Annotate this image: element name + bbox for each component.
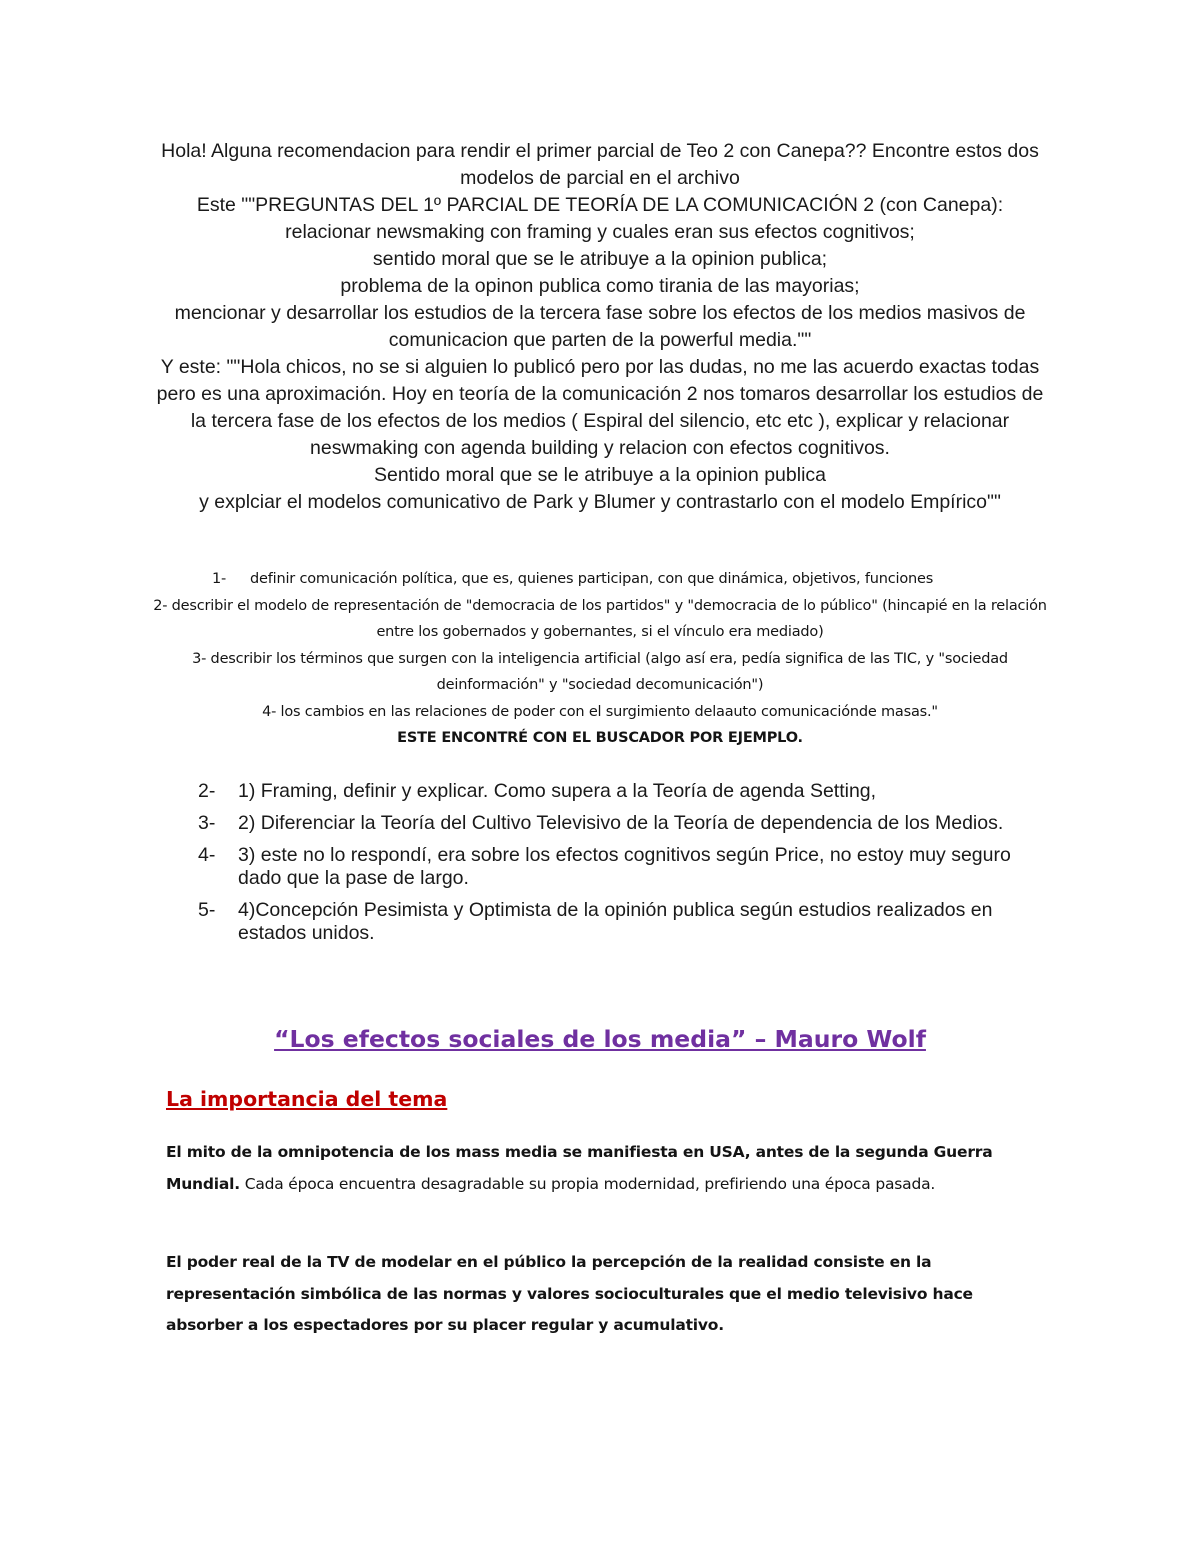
intro-line: Este ""PREGUNTAS DEL 1º PARCIAL DE TEORÍA DE LA COMUNICACIÓN 2 (con Canepa): bbox=[196, 194, 1004, 216]
inner-list-note: ESTE ENCONTRÉ CON EL BUSCADOR POR EJEMPLO. bbox=[397, 730, 803, 746]
list-text: 2) Diferenciar la Teoría del Cultivo Televisivo de la Teoría de dependencia de los Medios. bbox=[238, 812, 1004, 834]
paragraph-1-normal: Cada época encuentra desagradable su propia modernidad, prefiriendo una época pasada. bbox=[239, 1174, 936, 1193]
intro-line: problema de la opinon publica como tirania de las mayorias; bbox=[340, 275, 860, 297]
inner-list-item: 4- los cambios en las relaciones de poder con el surgimiento delaauto comunicaciónde masas." bbox=[262, 703, 938, 720]
inner-list-item: 3- describir los términos que surgen con la inteligencia artificial (algo así era, pedía significa de las TIC, y "sociedad deinformación" y "sociedad decomunicación") bbox=[192, 650, 1008, 693]
list-text: 3) este no lo respondí, era sobre los efectos cognitivos según Price, no estoy muy seguro dado que la pase de largo. bbox=[238, 844, 1011, 889]
list-text: 4)Concepción Pesimista y Optimista de la opinión publica según estudios realizados en estados unidos. bbox=[238, 899, 993, 944]
inner-list-text: definir comunicación política, que es, quienes participan, con que dinámica, objetivos, funciones bbox=[250, 571, 934, 587]
intro-block bbox=[150, 138, 1050, 516]
list-number: 4- bbox=[198, 844, 216, 866]
document-title: “Los efectos sociales de los media” – Mauro Wolf bbox=[274, 1025, 926, 1053]
paragraph-1-bold: El mito de la omnipotencia de los mass media se manifiesta en USA, antes de la segunda Guerra Mundial. bbox=[166, 1143, 993, 1193]
list-item bbox=[198, 780, 1018, 803]
list-number: 5- bbox=[198, 899, 216, 921]
numbered-question-list bbox=[198, 780, 1018, 954]
inner-question-list bbox=[150, 566, 1050, 752]
list-item bbox=[198, 844, 1018, 890]
list-number: 2- bbox=[198, 780, 216, 802]
intro-line: y explciar el modelos comunicativo de Park y Blumer y contrastarlo con el modelo Empírico"" bbox=[199, 491, 1001, 513]
intro-line: Hola! Alguna recomendacion para rendir el primer parcial de Teo 2 con Canepa?? Encontre estos dos modelos de parcial en el archivo bbox=[161, 140, 1039, 189]
list-item bbox=[198, 812, 1018, 835]
paragraph-2: El poder real de la TV de modelar en el público la percepción de la realidad consiste en la representación simbólica de las normas y valores socioculturales que el medio televisivo hace absorber a los espectadores por su placer regular y acumulativo. bbox=[166, 1253, 973, 1334]
intro-line: relacionar newsmaking con framing y cuales eran sus efectos cognitivos; bbox=[285, 221, 915, 243]
list-number: 3- bbox=[198, 812, 216, 834]
inner-list-number: 1- bbox=[212, 571, 227, 587]
intro-line: mencionar y desarrollar los estudios de la tercera fase sobre los efectos de los medios masivos de comunicacion que parten de la powerful media."" bbox=[174, 302, 1026, 351]
inner-list-item bbox=[150, 566, 1050, 593]
inner-list-item: 2- describir el modelo de representación de "democracia de los partidos" y "democracia de lo público" (hincapié en la relación entre los gobernados y gobernantes, si el vínculo era mediado) bbox=[153, 597, 1047, 640]
intro-line: sentido moral que se le atribuye a la opinion publica; bbox=[372, 248, 828, 270]
intro-line: Sentido moral que se le atribuye a la opinion publica bbox=[373, 464, 827, 486]
list-item bbox=[198, 899, 1018, 945]
intro-line: Y este: ""Hola chicos, no se si alguien lo publicó pero por las dudas, no me las acuerdo exactas todas pero es una aproximación. Hoy en teoría de la comunicación 2 nos tomaros desarrollar los estudios de la tercera fase de los efectos de los medios ( Espiral del silencio, etc etc ), explicar y relacionar neswmaking con agenda building y relacion con efectos cognitivos. bbox=[156, 356, 1044, 459]
list-text: 1) Framing, definir y explicar. Como supera a la Teoría de agenda Setting, bbox=[238, 780, 877, 802]
paragraph-1 bbox=[166, 1137, 1046, 1200]
section-heading: La importancia del tema bbox=[166, 1087, 448, 1111]
